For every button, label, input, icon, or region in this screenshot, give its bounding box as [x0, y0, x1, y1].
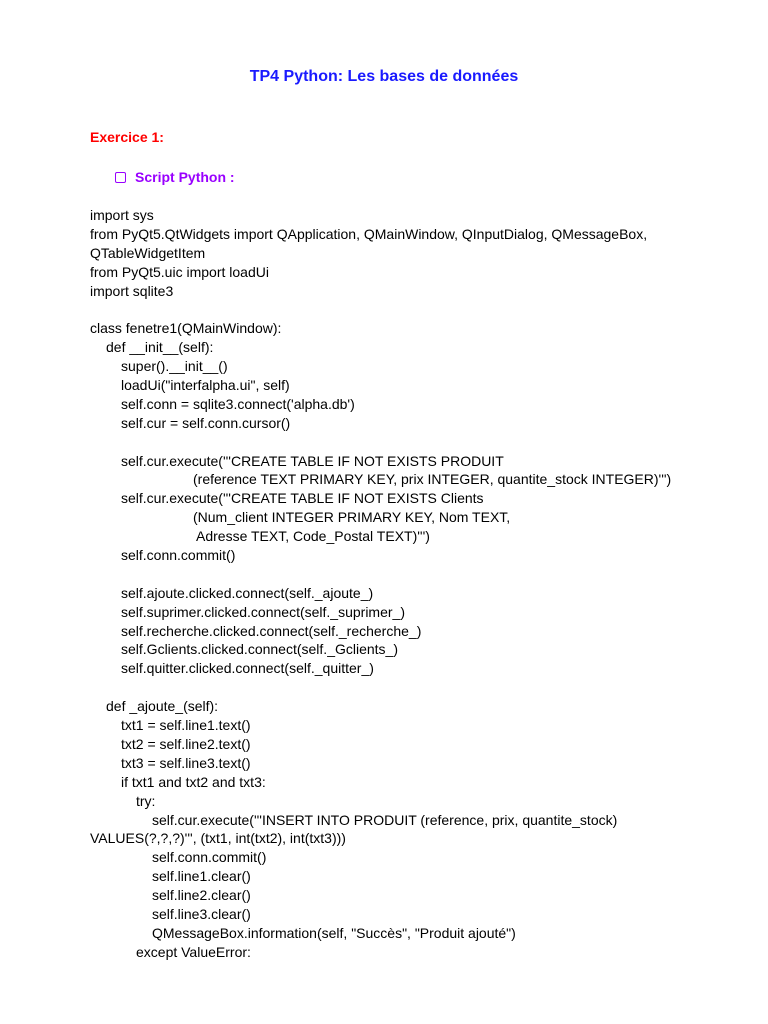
code-line: self.suprimer.clicked.connect(self._suprimer_) [121, 603, 405, 620]
code-line: self.cur = self.conn.cursor() [121, 414, 291, 431]
code-line: from PyQt5.QtWidgets import QApplication, QMainWindow, QInputDialog, QMessageBox, [90, 225, 648, 242]
code-line [90, 300, 708, 319]
code-line [90, 565, 708, 584]
code-line: VALUES(?,?,?)''', (txt1, int(txt2), int(txt3))) [90, 830, 346, 847]
code-line: self.cur.execute('''CREATE TABLE IF NOT EXISTS PRODUIT [121, 452, 504, 469]
exercise-heading: Exercice 1: [90, 129, 164, 145]
code-line [90, 678, 708, 697]
code-line: self.conn.commit() [152, 849, 267, 866]
code-line: def _ajoute_(self): [106, 698, 219, 715]
code-line: self.recherche.clicked.connect(self._recherche_) [121, 622, 422, 639]
code-line: self.quitter.clicked.connect(self._quitter_) [121, 660, 374, 677]
code-line: txt2 = self.line2.text() [121, 735, 251, 752]
document-title: TP4 Python: Les bases de données [249, 68, 519, 85]
code-line: txt1 = self.line1.text() [121, 717, 251, 734]
section-bullet [115, 169, 235, 185]
code-line: loadUi("interfalpha.ui", self) [121, 377, 290, 394]
code-block [90, 206, 708, 962]
code-line: self.cur.execute('''INSERT INTO PRODUIT (reference, prix, quantite_stock) [152, 811, 618, 828]
code-line: self.Gclients.clicked.connect(self._Gclients_) [121, 641, 398, 658]
code-line: except ValueError: [136, 943, 251, 960]
code-line: import sys [90, 207, 154, 223]
code-line: (reference TEXT PRIMARY KEY, prix INTEGER, quantite_stock INTEGER)''') [193, 471, 672, 488]
code-line: Adresse TEXT, Code_Postal TEXT)''') [196, 528, 430, 545]
code-line: self.line3.clear() [152, 905, 251, 922]
section-label: Script Python : [135, 169, 235, 185]
code-line: self.line2.clear() [152, 887, 251, 904]
code-line: def __init__(self): [106, 339, 214, 356]
code-line: super().__init__() [121, 358, 228, 375]
code-line: class fenetre1(QMainWindow): [90, 320, 282, 337]
code-line: self.cur.execute('''CREATE TABLE IF NOT EXISTS Clients [121, 490, 484, 507]
checkbox-bullet-icon [115, 172, 126, 183]
code-line: from PyQt5.uic import loadUi [90, 263, 269, 280]
code-line: self.ajoute.clicked.connect(self._ajoute_) [121, 584, 374, 601]
code-line: QTableWidgetItem [90, 244, 206, 261]
code-line [90, 433, 708, 452]
code-line: self.line1.clear() [152, 868, 251, 885]
code-line: import sqlite3 [90, 282, 174, 299]
code-line: if txt1 and txt2 and txt3: [121, 773, 266, 790]
code-line: self.conn = sqlite3.connect('alpha.db') [121, 395, 355, 412]
code-line: (Num_client INTEGER PRIMARY KEY, Nom TEXT, [193, 509, 511, 526]
code-line: txt3 = self.line3.text() [121, 754, 251, 771]
code-line: try: [136, 792, 156, 809]
code-line: self.conn.commit() [121, 547, 236, 564]
code-line: QMessageBox.information(self, "Succès", "Produit ajouté") [152, 924, 516, 941]
